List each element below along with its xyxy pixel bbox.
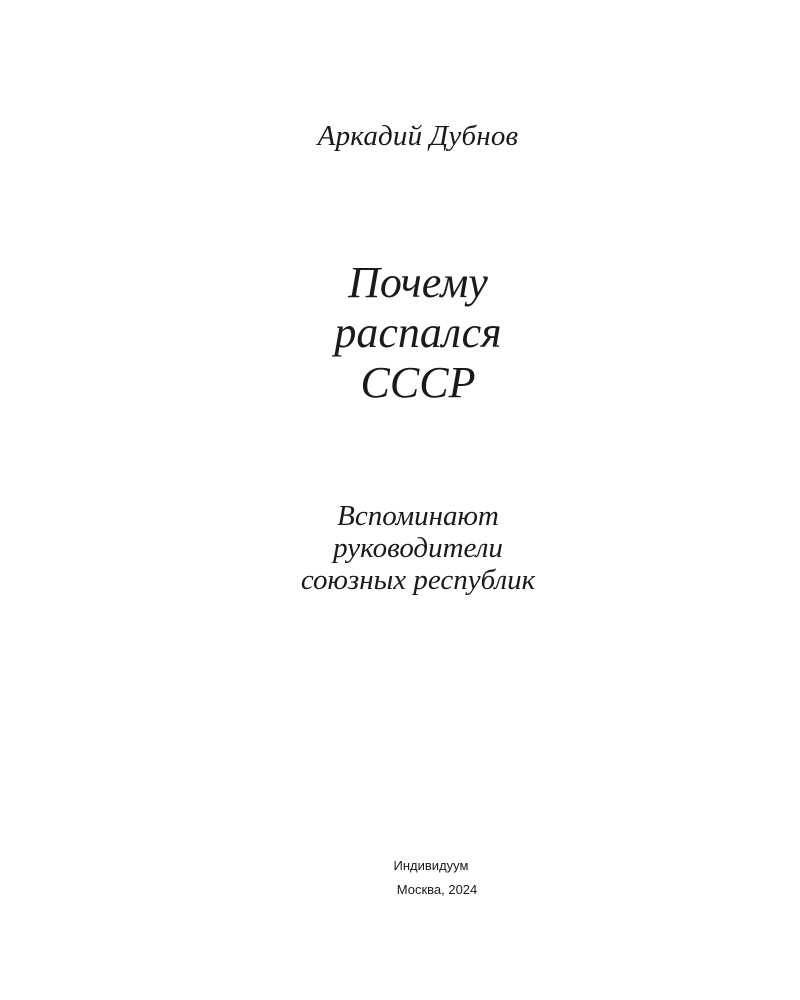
book-title	[0, 258, 800, 408]
book-subtitle-line: союзных республик	[300, 564, 536, 596]
book-subtitle-line: руководители	[333, 532, 503, 564]
imprint-city-year: Москва, 2024	[396, 882, 478, 897]
book-subtitle-line: Вспоминают	[337, 500, 499, 532]
book-title-line: распался	[334, 308, 502, 357]
book-subtitle	[0, 500, 800, 596]
publisher-name: Индивидуум	[393, 858, 469, 873]
book-title-line: Почему	[348, 258, 488, 307]
author-name: Аркадий Дубнов	[317, 120, 519, 152]
book-title-line: СССР	[360, 358, 476, 407]
